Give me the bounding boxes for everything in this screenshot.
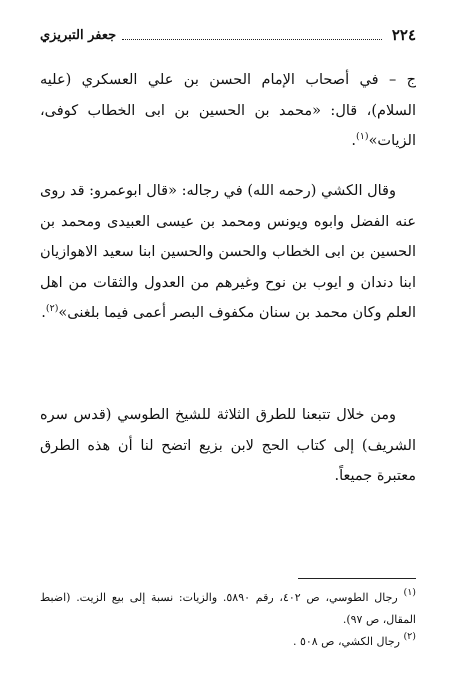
footnote-1-mark: (١)	[403, 587, 417, 598]
page-header	[40, 22, 416, 48]
footnote-2-text: رجال الكشي، ص ٥٠٨ .	[292, 635, 400, 648]
footnote-1-text: رجال الطوسي، ص ٤٠٢، رقم ٥٨٩٠. والزيات: نسبة إلى بيع الزيت. (اضبط المقال، ص ٩٧).	[40, 591, 416, 626]
paragraph-3	[40, 400, 416, 492]
paragraph-1	[40, 65, 416, 157]
footnote-ref-2[interactable]: (٢)	[45, 303, 59, 314]
footnotes	[40, 587, 416, 653]
page-number: ٢٢٤	[391, 26, 416, 44]
paragraph-3-text: ومن خلال تتبعنا للطرق الثلاثة للشيخ الطوسي (قدس سره الشريف) إلى كتاب الحج لابن بزيع اتضح لنا أن هذه الطرق معتبرة جميعاً.	[40, 407, 416, 484]
running-title: جعفر التبريزي	[40, 27, 117, 43]
footnote-1	[40, 587, 416, 631]
paragraph-2-text: وقال الكشي (رحمه الله) في رجاله: «قال ابوعمرو: قد روى عنه الفضل وابوه ويونس ومحمد بن عيسى العبيدى ومحمد بن الحسين بن ابى الخطاب والحسن والحسين ابنا سعيد الاهوازيان ابنا دندان و ايوب بن نوح وغيرهم من العدول والثقات من اهل العلم وكان محمد بن سنان مكفوف البصر أعمى فيما بلغنى»	[40, 183, 416, 321]
footnote-ref-1[interactable]: (١)	[356, 131, 369, 142]
paragraph-2	[40, 176, 416, 329]
footnote-separator	[298, 578, 416, 579]
paragraph-1-tail: .	[351, 133, 357, 149]
footnote-2	[40, 631, 416, 653]
paragraph-1-text: ج – في أصحاب الإمام الحسن بن علي العسكري (عليه السلام)، قال: «محمد بن الحسين بن ابى الخطاب كوفى، الزيات»	[40, 72, 416, 149]
paragraph-2-tail: .	[41, 305, 46, 321]
footnote-2-mark: (٢)	[403, 631, 416, 642]
header-dotted-leader	[122, 39, 382, 40]
